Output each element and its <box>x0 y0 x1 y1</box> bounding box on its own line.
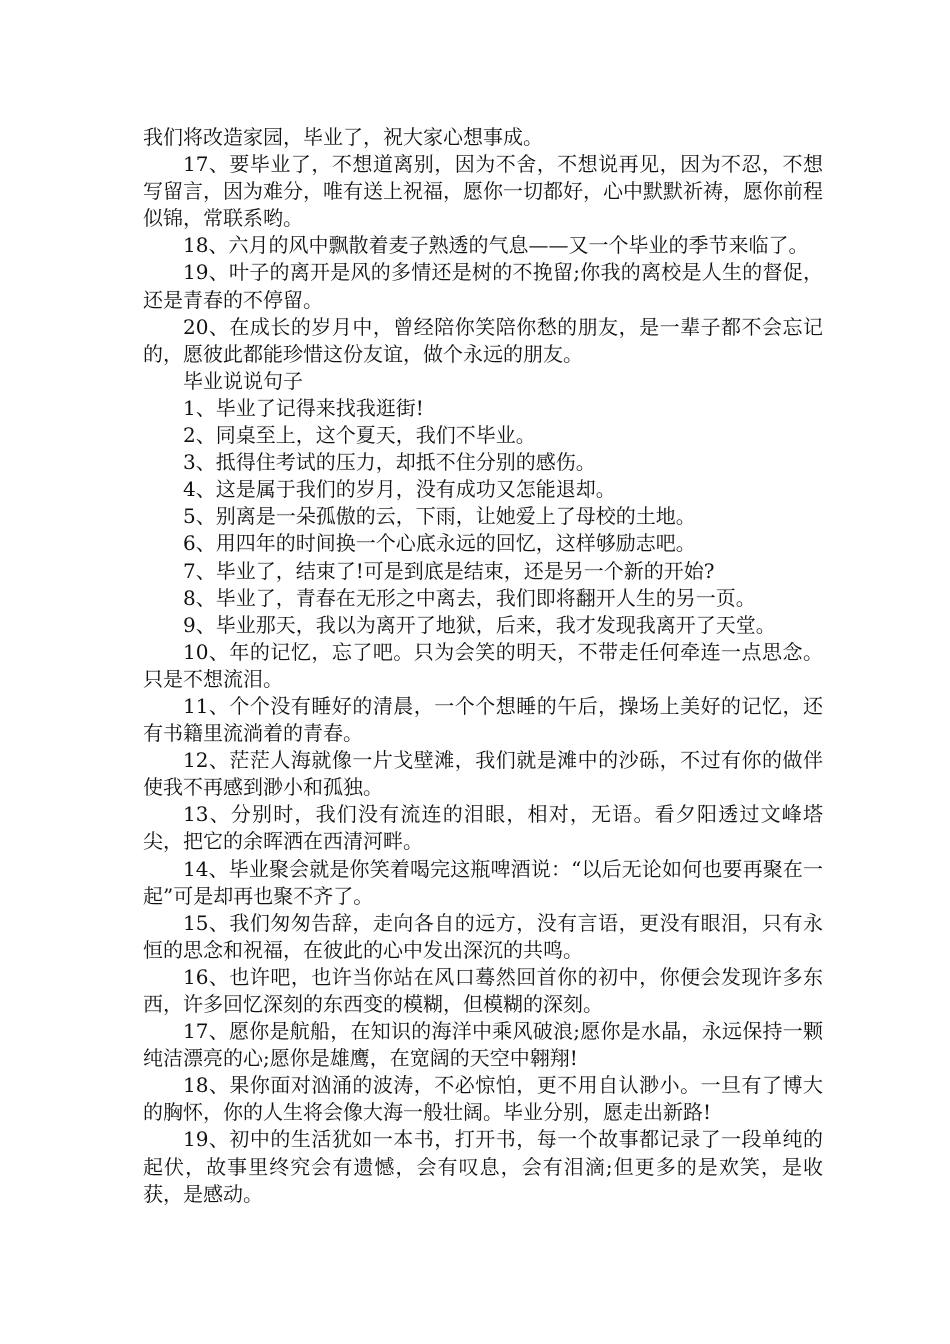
list-item-13: 13、分别时，我们没有流连的泪眼，相对，无语。看夕阳透过文峰塔尖，把它的余晖洒在西清河畔。 <box>143 802 823 854</box>
list-item-11: 11、个个没有睡好的清晨，一个个想睡的午后，操场上美好的记忆，还有书籍里流淌着的青春。 <box>143 693 823 746</box>
list-item-3: 3、抵得住考试的压力，却抵不住分别的感伤。 <box>183 450 596 475</box>
list-item-10: 10、年的记忆，忘了吧。只为会笑的明天，不带走任何牵连一点思念。只是不想流泪。 <box>143 639 823 691</box>
list-item-9: 9、毕业那天，我以为离开了地狱，后来，我才发现我离开了天堂。 <box>183 612 776 637</box>
list-item-15: 15、我们匆匆告辞，走向各自的远方，没有言语，更没有眼泪，只有永恒的思念和祝福，在彼此的心中发出深沉的共鸣。 <box>143 910 823 962</box>
list-item-8: 8、毕业了，青春在无形之中离去，我们即将翻开人生的另一页。 <box>183 585 756 610</box>
paragraph-18: 18、六月的风中飘散着麦子熟透的气息——又一个毕业的季节来临了。 <box>183 233 809 258</box>
paragraph-19: 19、叶子的离开是风的多情还是树的不挽留;你我的离校是人生的督促，还是青春的不停留。 <box>143 260 823 312</box>
paragraph-17: 17、要毕业了，不想道离别，因为不舍，不想说再见，因为不忍，不想写留言，因为难分，唯有送上祝福，愿你一切都好，心中默默祈祷，愿你前程似锦，常联系哟。 <box>143 152 823 231</box>
list-item-14: 14、毕业聚会就是你笑着喝完这瓶啤酒说：“以后无论如何也要再聚在一起”可是却再也聚不齐了。 <box>143 856 823 908</box>
list-item-1: 1、毕业了记得来找我逛街! <box>183 395 424 420</box>
list-item-12: 12、茫茫人海就像一片戈壁滩，我们就是滩中的沙砾，不过有你的做伴使我不再感到渺小和孤独。 <box>143 748 823 800</box>
list-item-17: 17、愿你是航船，在知识的海洋中乘风破浪;愿你是水晶，永远保持一颗纯洁漂亮的心;愿你是雄鹰，在宽阔的天空中翱翔! <box>143 1019 823 1071</box>
document-body <box>143 124 823 1208</box>
section-heading: 毕业说说句子 <box>183 368 303 393</box>
list-item-6: 6、用四年的时间换一个心底永远的回忆，这样够励志吧。 <box>183 531 696 556</box>
list-item-4: 4、这是属于我们的岁月，没有成功又怎能退却。 <box>183 477 616 502</box>
paragraph-20: 20、在成长的岁月中，曾经陪你笑陪你愁的朋友，是一辈子都不会忘记的，愿彼此都能珍惜这份友谊，做个永远的朋友。 <box>143 314 823 366</box>
list-item-7: 7、毕业了，结束了!可是到底是结束，还是另一个新的开始? <box>183 558 715 583</box>
list-item-5: 5、别离是一朵孤傲的云，下雨，让她爱上了母校的土地。 <box>183 504 696 529</box>
paragraph-continuation: 我们将改造家园，毕业了，祝大家心想事成。 <box>143 125 543 149</box>
list-item-19: 19、初中的生活犹如一本书，打开书，每一个故事都记录了一段单纯的起伏，故事里终究会有遗憾，会有叹息，会有泪滴;但更多的是欢笑，是收获，是感动。 <box>143 1127 823 1206</box>
list-item-18: 18、果你面对汹涌的波涛，不必惊怕，更不用自认渺小。一旦有了博大的胸怀，你的人生将会像大海一般壮阔。毕业分别，愿走出新路! <box>143 1073 823 1125</box>
list-item-2: 2、同桌至上，这个夏天，我们不毕业。 <box>183 423 536 448</box>
list-item-16: 16、也许吧，也许当你站在风口蓦然回首你的初中，你便会发现许多东西，许多回忆深刻的东西变的模糊，但模糊的深刻。 <box>143 964 823 1016</box>
